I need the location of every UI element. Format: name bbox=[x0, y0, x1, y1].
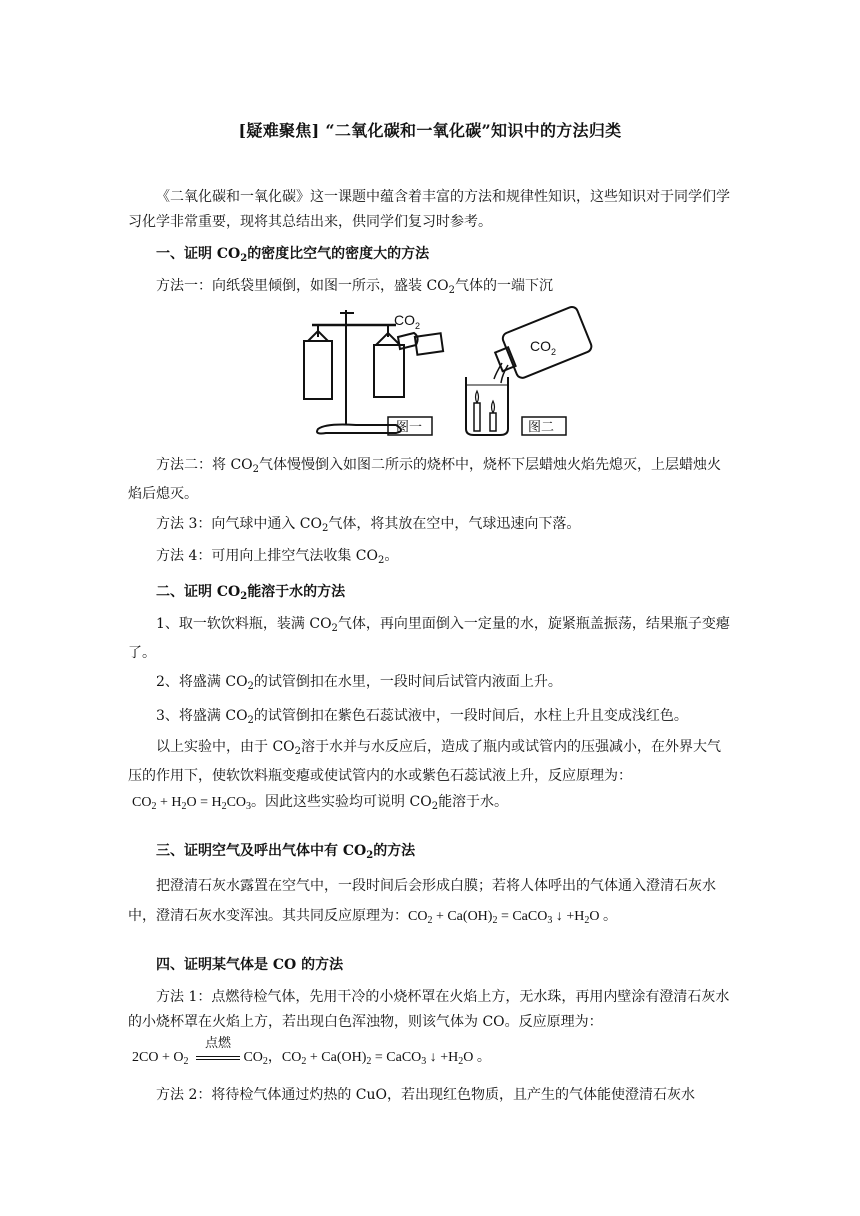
co2-limewater-equation: $CO_2 + Ca(OH)_2$ = CaCO$_3$ ↓ $+H_2O$ 。 bbox=[281, 1050, 491, 1067]
section-2-item-2: 2、将盛满 $CO_2$的试管倒扣在水里，一段时间后试管内液面上升。 bbox=[156, 674, 562, 692]
limewater-equation: $CO_2 + Ca(OH)_2$ = CaCO$_3$ ↓ $+H_2O$ 。 bbox=[408, 909, 617, 926]
section-3-text: 把澄清石灰水露置在空气中，一段时间后会形成白膜；若将人体呼出的气体通入澄清石灰水中，澄清石灰水变浑浊。其共同反应原理为：$CO_2 + Ca(OH)_2$ = CaCO$_3$ ↓ $+H_2O$ 。 bbox=[128, 878, 716, 926]
section-4-heading: 四、证明某气体是 CO 的方法 bbox=[156, 957, 344, 973]
figure-co2-label-1: $CO_2$ bbox=[394, 312, 421, 331]
balance-and-beaker-illustration bbox=[296, 305, 596, 447]
section-2-heading: 二、证明 $CO_2$能溶于水的方法 bbox=[156, 584, 346, 602]
figure-2-label: 图二 bbox=[528, 420, 555, 435]
method-3-text: 方法 3：向气球中通入 $CO_2$气体，将其放在空中，气球迅速向下落。 bbox=[156, 516, 581, 534]
method-1-text: 方法一：向纸袋里倾倒，如图一所示，盛装 $CO_2$气体的一端下沉 bbox=[156, 278, 554, 296]
figure-1-label: 图一 bbox=[396, 420, 423, 435]
section-2-summary: 以上实验中，由于 $CO_2$溶于水并与水反应后，造成了瓶内或试管内的压强减小，在外界大气压的作用下，使软饮料瓶变瘪或使试管内的水或紫色石蕊试液上升，反应原理为： bbox=[128, 739, 722, 784]
method-4-text: 方法 4：可用向上排空气法收集 $CO_2$。 bbox=[156, 548, 399, 566]
experiment-figure bbox=[296, 305, 596, 447]
page-title: [疑难聚焦] “二氧化碳和一氧化碳”知识中的方法归类 bbox=[238, 121, 622, 140]
co2-water-equation: $CO_2 + H_2O = H_2CO_3$ bbox=[132, 795, 252, 812]
section-2-item-1: 1、取一软饮料瓶，装满 $CO_2$气体，再向里面倒入一定量的水，旋紧瓶盖振荡，结果瓶子变瘪了。 bbox=[128, 616, 730, 661]
section-3-heading: 三、证明空气及呼出气体中有 $CO_2$的方法 bbox=[156, 843, 416, 861]
section-2-equation-line: $CO_2 + H_2O = H_2CO_3$。因此这些实验均可说明 $CO_2$能溶于水。 bbox=[132, 794, 509, 812]
section-1-heading: 一、证明 $CO_2$的密度比空气的密度大的方法 bbox=[156, 246, 430, 264]
section-4-method-1: 方法 1：点燃待检气体，先用干冷的小烧杯罩在火焰上方，无水珠，再用内壁涂有澄清石灰水的小烧杯罩在火焰上方，若出现白色浑浊物，则该气体为 CO。反应原理为： bbox=[128, 989, 730, 1030]
section-4-equations: $2CO + O_2$ 点燃 $CO_2$，$CO_2 + Ca(OH)_2$ = CaCO$_3$ ↓ $+H_2O$ 。 bbox=[132, 1035, 491, 1067]
figure-co2-label-2: $CO_2$ bbox=[530, 338, 557, 357]
section-2-item-3: 3、将盛满 $CO_2$的试管倒扣在紫色石蕊试液中，一段时间后，水柱上升且变成浅红色。 bbox=[156, 708, 688, 726]
method-2-text: 方法二：将 $CO_2$气体慢慢倒入如图二所示的烧杯中，烧杯下层蜡烛火焰先熄灭，上层蜡烛火焰后熄灭。 bbox=[128, 457, 722, 502]
intro-paragraph: 《二氧化碳和一氧化碳》这一课题中蕴含着丰富的方法和规律性知识，这些知识对于同学们学习化学非常重要，现将其总结出来，供同学们复习时参考。 bbox=[128, 189, 730, 230]
co-combustion-equation: $2CO + O_2$ 点燃 $CO_2$ bbox=[132, 1035, 268, 1067]
section-4-method-2: 方法 2：将待检气体通过灼热的 CuO，若出现红色物质，且产生的气体能使澄清石灰水 bbox=[156, 1087, 696, 1103]
